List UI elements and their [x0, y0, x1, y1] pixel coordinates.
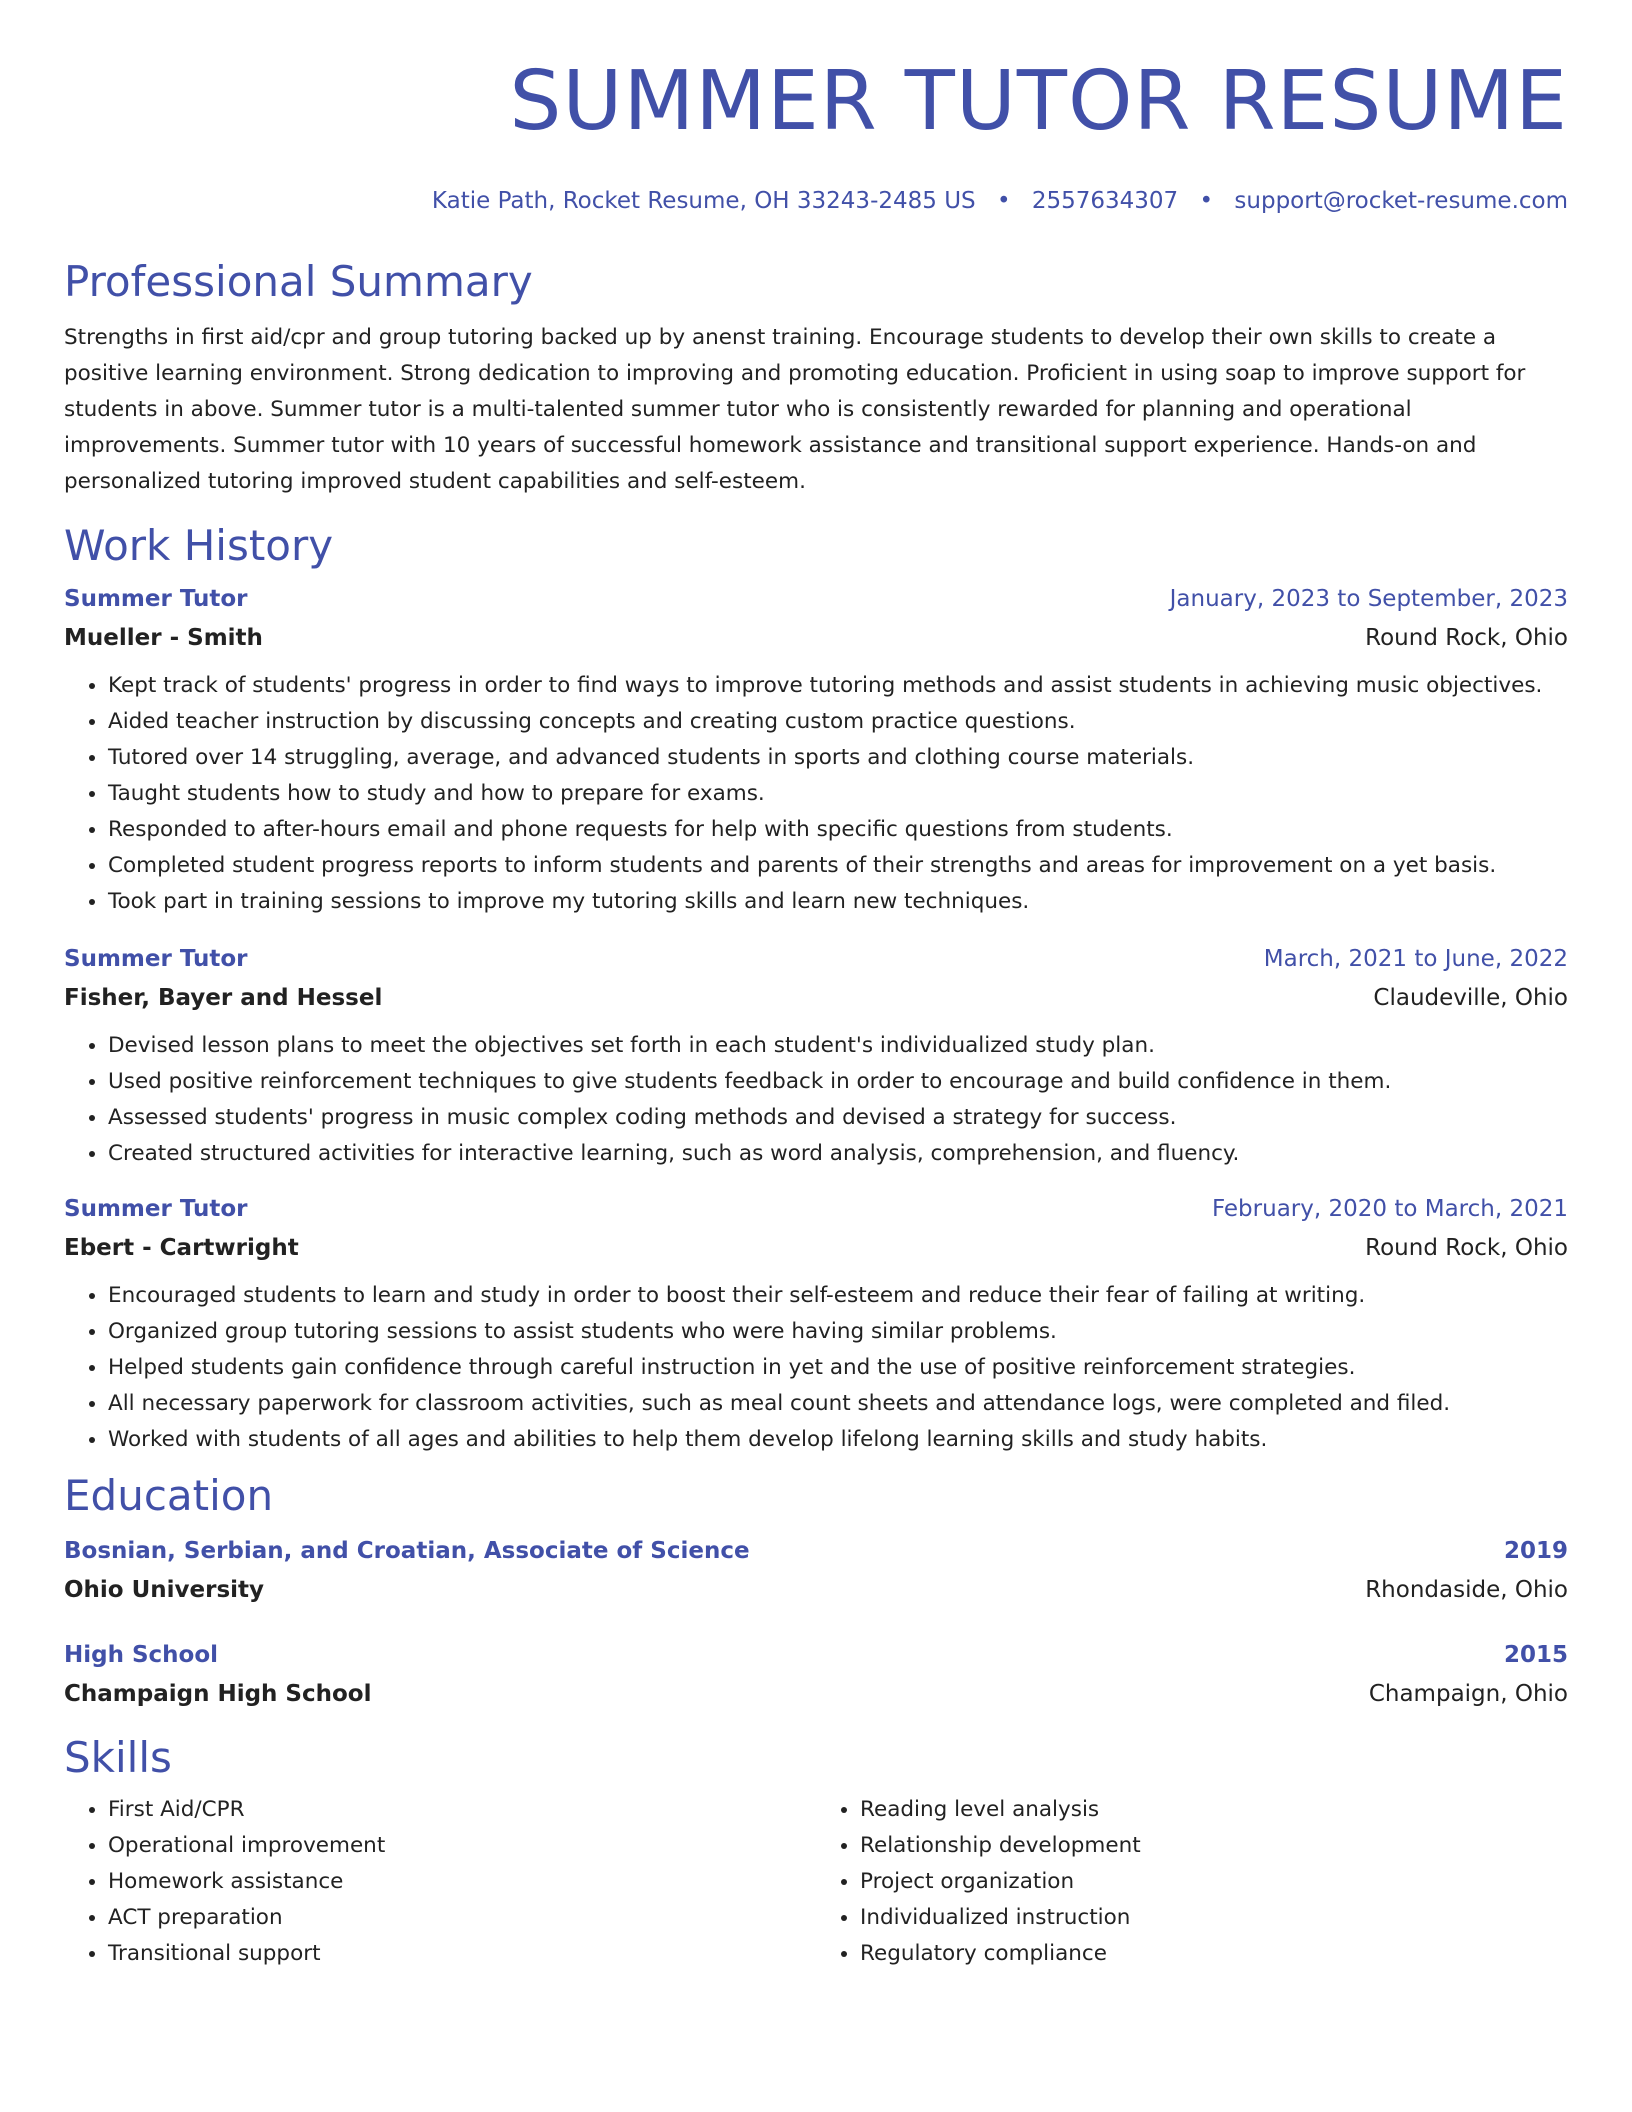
education-degree: High School — [64, 1642, 219, 1668]
job-bullet: • Helped students gain confidence through careful instruction in yet and the use of positive reinforcement strategies. — [108, 1350, 1568, 1386]
job-entry — [64, 940, 1568, 1172]
skill-item: • Homework assistance — [108, 1864, 816, 1900]
summary-heading: Professional Summary — [64, 257, 533, 306]
skill-item: • Transitional support — [108, 1936, 816, 1972]
job-bullets — [64, 1028, 1568, 1172]
job-bullets — [64, 668, 1568, 920]
skill-item: • Operational improvement — [108, 1828, 816, 1864]
job-company: Mueller - Smith — [64, 625, 263, 651]
job-company: Fisher, Bayer and Hessel — [64, 985, 383, 1011]
job-bullet: • Kept track of students' progress in order to find ways to improve tutoring methods and assist students in achieving music objectives. — [108, 668, 1568, 704]
education-degree: Bosnian, Serbian, and Croatian, Associate of Science — [64, 1538, 750, 1564]
skill-item: • Individualized instruction — [860, 1900, 1568, 1936]
job-bullet: • All necessary paperwork for classroom activities, such as meal count sheets and attendance logs, were completed and filed. — [108, 1386, 1568, 1422]
job-bullet: • Encouraged students to learn and study in order to boost their self-esteem and reduce their fear of failing at writing. — [108, 1278, 1568, 1314]
work-history-heading: Work History — [64, 521, 334, 570]
skills-list-left — [64, 1792, 816, 1972]
job-role: Summer Tutor — [64, 1196, 248, 1222]
job-bullet: • Took part in training sessions to improve my tutoring skills and learn new techniques. — [108, 884, 1568, 920]
job-bullet: • Devised lesson plans to meet the objectives set forth in each student's individualized study plan. — [108, 1028, 1568, 1064]
job-bullets — [64, 1278, 1568, 1458]
job-location: Claudeville, Ohio — [1373, 985, 1568, 1011]
education-school: Champaign High School — [64, 1681, 372, 1707]
contact-separator: • — [1199, 188, 1214, 214]
contact-phone: 2557634307 — [1031, 188, 1179, 214]
skill-item: • ACT preparation — [108, 1900, 816, 1936]
education-school: Ohio University — [64, 1577, 265, 1603]
job-company: Ebert - Cartwright — [64, 1235, 299, 1261]
job-location: Round Rock, Ohio — [1365, 1235, 1568, 1261]
education-heading: Education — [64, 1471, 274, 1520]
job-bullet: • Aided teacher instruction by discussing concepts and creating custom practice questions. — [108, 704, 1568, 740]
skill-item: • Project organization — [860, 1864, 1568, 1900]
education-entry — [64, 1636, 1568, 1714]
education-year: 2015 — [1503, 1642, 1568, 1668]
skills-list-right — [816, 1792, 1568, 1972]
skills-heading: Skills — [64, 1733, 172, 1782]
job-bullet: • Worked with students of all ages and abilities to help them develop lifelong learning skills and study habits. — [108, 1422, 1568, 1458]
job-entry — [64, 580, 1568, 920]
resume-title: SUMMER TUTOR RESUME — [509, 54, 1568, 149]
job-entry — [64, 1190, 1568, 1458]
job-bullet: • Organized group tutoring sessions to assist students who were having similar problems. — [108, 1314, 1568, 1350]
job-bullet: • Used positive reinforcement techniques to give students feedback in order to encourage and build confidence in them. — [108, 1064, 1568, 1100]
skill-item: • Regulatory compliance — [860, 1936, 1568, 1972]
job-dates: February, 2020 to March, 2021 — [1211, 1196, 1568, 1222]
job-role: Summer Tutor — [64, 946, 248, 972]
education-location: Rhondaside, Ohio — [1365, 1577, 1568, 1603]
job-bullet: • Created structured activities for interactive learning, such as word analysis, comprehension, and fluency. — [108, 1136, 1568, 1172]
contact-line — [64, 186, 1568, 216]
contact-email: support@rocket-resume.com — [1234, 188, 1568, 214]
education-location: Champaign, Ohio — [1368, 1681, 1568, 1707]
education-year: 2019 — [1503, 1538, 1568, 1564]
job-location: Round Rock, Ohio — [1365, 625, 1568, 651]
job-bullet: • Taught students how to study and how to prepare for exams. — [108, 776, 1568, 812]
job-bullet: • Completed student progress reports to inform students and parents of their strengths and areas for improvement on a yet basis. — [108, 848, 1568, 884]
job-role: Summer Tutor — [64, 586, 248, 612]
skill-item: • First Aid/CPR — [108, 1792, 816, 1828]
job-dates: March, 2021 to June, 2022 — [1263, 946, 1568, 972]
job-bullet: • Responded to after-hours email and phone requests for help with specific questions from students. — [108, 812, 1568, 848]
contact-address: Katie Path, Rocket Resume, OH 33243-2485 US — [431, 188, 976, 214]
skill-item: • Relationship development — [860, 1828, 1568, 1864]
job-bullet: • Assessed students' progress in music complex coding methods and devised a strategy for success. — [108, 1100, 1568, 1136]
education-entry — [64, 1532, 1568, 1610]
job-bullet: • Tutored over 14 struggling, average, and advanced students in sports and clothing course materials. — [108, 740, 1568, 776]
summary-text: Strengths in first aid/cpr and group tutoring backed up by anenst training. Encourage students to develop their own skills to create a positive learning environment. Strong dedication to improving and promoting education. Proficient in using soap to improve support for students in above. Summer tutor is a multi-talented summer tutor who is consistently rewarded for planning and operational improvements. Summer tutor with 10 years of successful homework assistance and transitional support experience. Hands-on and personalized tutoring improved student capabilities and self-esteem. — [64, 325, 1526, 494]
skills-columns — [64, 1792, 1568, 1972]
skill-item: • Reading level analysis — [860, 1792, 1568, 1828]
job-dates: January, 2023 to September, 2023 — [1169, 586, 1568, 612]
contact-separator: • — [996, 188, 1011, 214]
